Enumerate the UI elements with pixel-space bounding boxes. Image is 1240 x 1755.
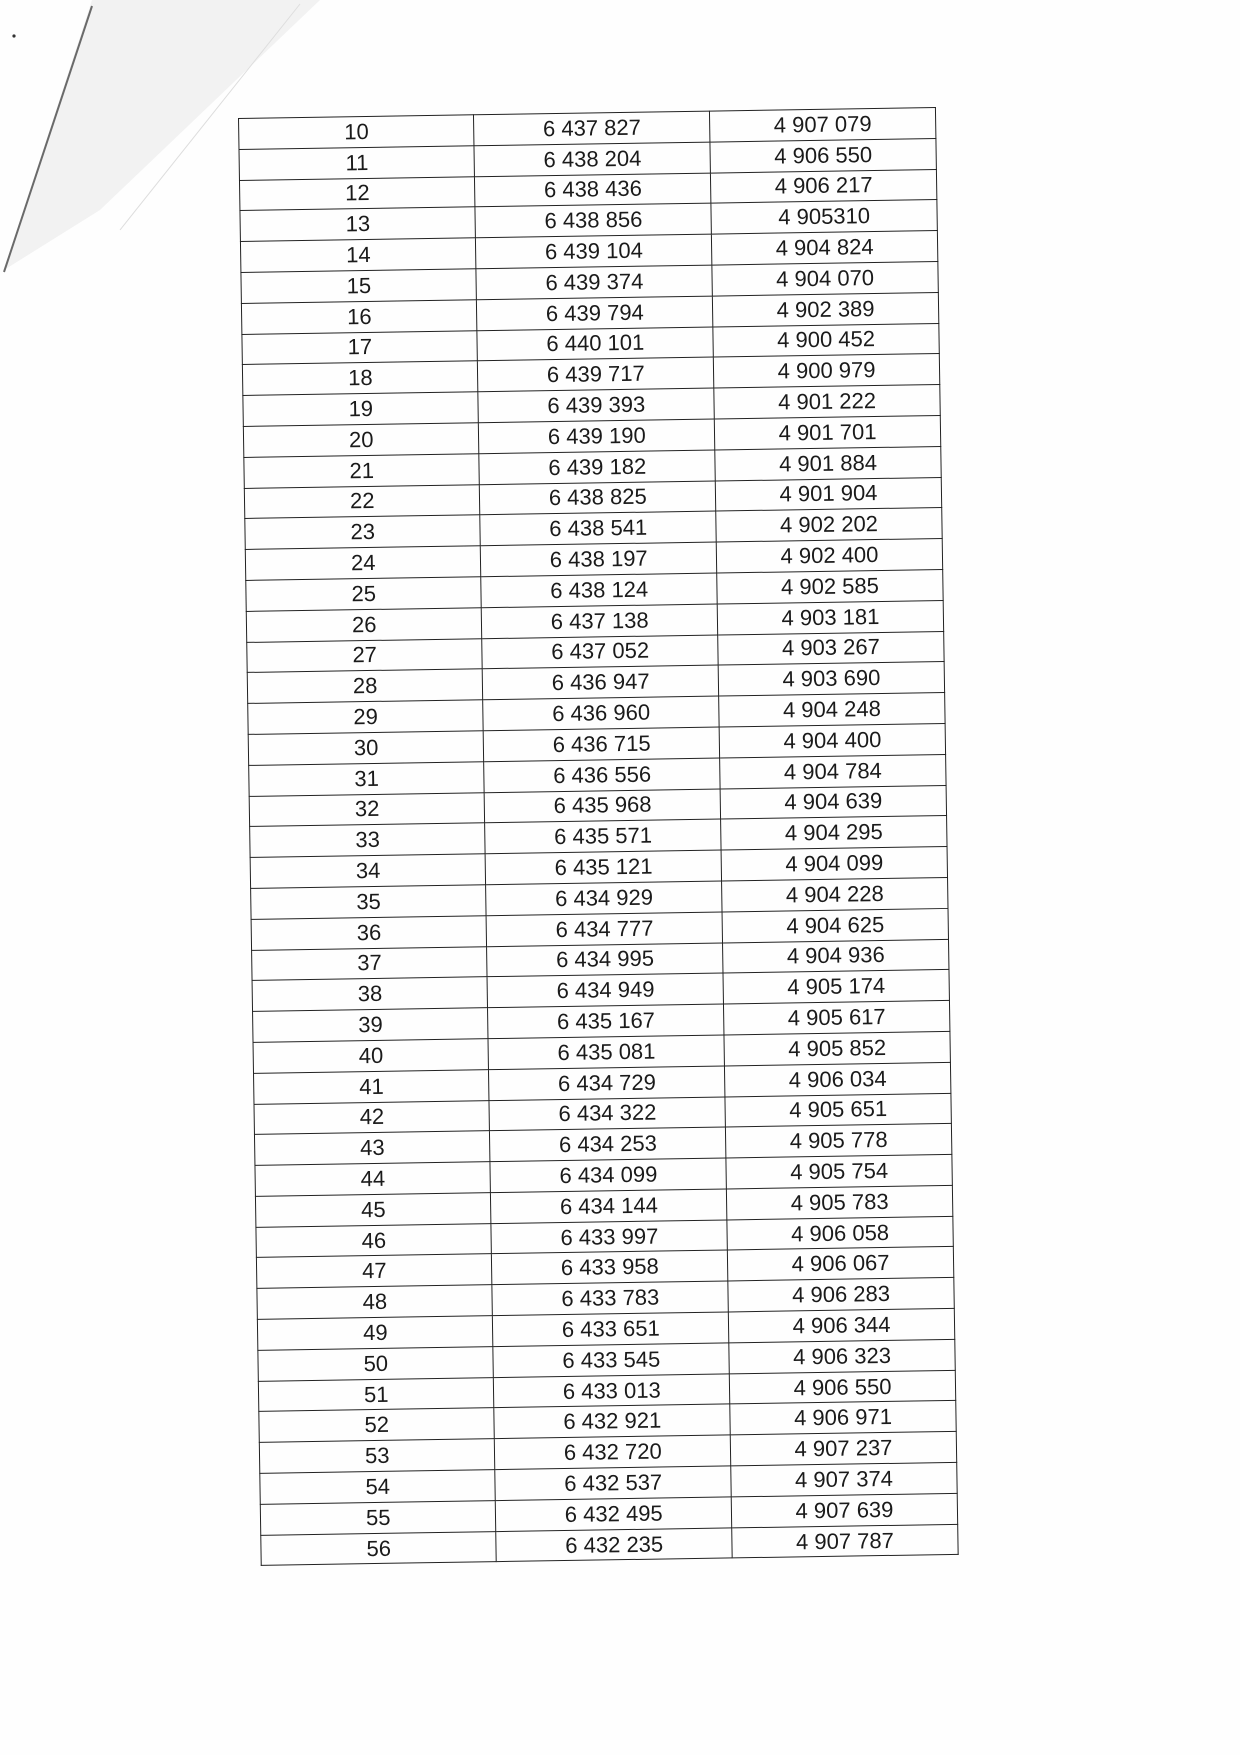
y-coordinate-cell: 4 906 217 [710, 169, 936, 203]
x-coordinate-cell: 6 432 235 [496, 1528, 732, 1562]
point-number-cell: 26 [246, 607, 482, 641]
x-coordinate-cell: 6 435 167 [488, 1004, 724, 1038]
point-number-cell: 30 [248, 731, 484, 765]
x-coordinate-cell: 6 436 556 [484, 758, 720, 792]
x-coordinate-cell: 6 436 960 [483, 696, 719, 730]
point-number-cell: 31 [249, 761, 485, 795]
x-coordinate-cell: 6 438 436 [475, 173, 711, 207]
point-number-cell: 44 [255, 1162, 491, 1196]
point-number-cell: 17 [242, 330, 478, 364]
y-coordinate-cell: 4 900 452 [713, 323, 939, 357]
y-coordinate-cell: 4 907 237 [730, 1432, 956, 1466]
y-coordinate-cell: 4 906 034 [725, 1062, 951, 1096]
point-number-cell: 11 [239, 146, 475, 180]
y-coordinate-cell: 4 905 754 [726, 1155, 952, 1189]
y-coordinate-cell: 4 904 625 [722, 908, 948, 942]
point-number-cell: 27 [247, 638, 483, 672]
point-number-cell: 53 [259, 1439, 495, 1473]
y-coordinate-cell: 4 905 783 [726, 1185, 952, 1219]
x-coordinate-cell: 6 439 182 [479, 450, 715, 484]
coordinates-table-body [239, 108, 959, 1566]
point-number-cell: 55 [260, 1500, 496, 1534]
y-coordinate-cell: 4 903 267 [718, 631, 944, 665]
x-coordinate-cell: 6 437 827 [474, 111, 710, 145]
x-coordinate-cell: 6 432 921 [494, 1404, 730, 1438]
x-coordinate-cell: 6 433 013 [494, 1374, 730, 1408]
point-number-cell: 12 [239, 176, 475, 210]
y-coordinate-cell: 4 905 778 [725, 1124, 951, 1158]
x-coordinate-cell: 6 433 783 [492, 1281, 728, 1315]
y-coordinate-cell: 4 905 651 [725, 1093, 951, 1127]
x-coordinate-cell: 6 438 204 [474, 142, 710, 176]
x-coordinate-cell: 6 435 081 [488, 1035, 724, 1069]
y-coordinate-cell: 4 905 852 [724, 1031, 950, 1065]
point-number-cell: 43 [254, 1131, 490, 1165]
point-number-cell: 28 [247, 669, 483, 703]
point-number-cell: 25 [246, 577, 482, 611]
y-coordinate-cell: 4 901 701 [714, 415, 940, 449]
point-number-cell: 42 [254, 1100, 490, 1134]
x-coordinate-cell: 6 432 537 [495, 1466, 731, 1500]
point-number-cell: 20 [243, 423, 479, 457]
point-number-cell: 41 [254, 1069, 490, 1103]
x-coordinate-cell: 6 439 717 [478, 357, 714, 391]
x-coordinate-cell: 6 440 101 [477, 327, 713, 361]
y-coordinate-cell: 4 902 389 [712, 292, 938, 326]
x-coordinate-cell: 6 436 715 [484, 727, 720, 761]
x-coordinate-cell: 6 439 393 [478, 388, 714, 422]
x-coordinate-cell: 6 439 104 [476, 234, 712, 268]
y-coordinate-cell: 4 905 174 [723, 970, 949, 1004]
point-number-cell: 19 [243, 392, 479, 426]
y-coordinate-cell: 4 906 550 [710, 138, 936, 172]
point-number-cell: 24 [245, 546, 481, 580]
y-coordinate-cell: 4 904 400 [719, 723, 945, 757]
x-coordinate-cell: 6 439 190 [479, 419, 715, 453]
x-coordinate-cell: 6 439 794 [477, 296, 713, 330]
y-coordinate-cell: 4 901 884 [715, 446, 941, 480]
y-coordinate-cell: 4 906 344 [728, 1308, 954, 1342]
y-coordinate-cell: 4 903 690 [718, 662, 944, 696]
x-coordinate-cell: 6 433 997 [491, 1220, 727, 1254]
point-number-cell: 33 [250, 823, 486, 857]
x-coordinate-cell: 6 433 958 [492, 1250, 728, 1284]
point-number-cell: 50 [258, 1347, 494, 1381]
y-coordinate-cell: 4 904 228 [722, 877, 948, 911]
x-coordinate-cell: 6 432 720 [495, 1435, 731, 1469]
point-number-cell: 47 [256, 1254, 492, 1288]
x-coordinate-cell: 6 434 253 [490, 1127, 726, 1161]
y-coordinate-cell: 4 906 550 [729, 1370, 955, 1404]
point-number-cell: 15 [241, 269, 477, 303]
y-coordinate-cell: 4 904 070 [712, 262, 938, 296]
point-number-cell: 51 [258, 1377, 494, 1411]
y-coordinate-cell: 4 902 400 [716, 539, 942, 573]
point-number-cell: 40 [253, 1039, 489, 1073]
point-number-cell: 23 [245, 515, 481, 549]
y-coordinate-cell: 4 901 904 [715, 477, 941, 511]
y-coordinate-cell: 4 906 058 [727, 1216, 953, 1250]
x-coordinate-cell: 6 433 651 [493, 1312, 729, 1346]
x-coordinate-cell: 6 434 777 [487, 912, 723, 946]
point-number-cell: 16 [241, 300, 477, 334]
point-number-cell: 54 [260, 1470, 496, 1504]
x-coordinate-cell: 6 438 124 [481, 573, 717, 607]
point-number-cell: 46 [256, 1223, 492, 1257]
point-number-cell: 14 [240, 238, 476, 272]
coordinates-table [238, 107, 959, 1566]
x-coordinate-cell: 6 434 729 [489, 1066, 725, 1100]
y-coordinate-cell: 4 905 617 [724, 1001, 950, 1035]
point-number-cell: 29 [248, 700, 484, 734]
y-coordinate-cell: 4 905310 [711, 200, 937, 234]
x-coordinate-cell: 6 432 495 [496, 1497, 732, 1531]
y-coordinate-cell: 4 900 979 [713, 354, 939, 388]
x-coordinate-cell: 6 436 947 [483, 665, 719, 699]
x-coordinate-cell: 6 437 052 [482, 635, 718, 669]
x-coordinate-cell: 6 434 322 [489, 1096, 725, 1130]
point-number-cell: 45 [255, 1193, 491, 1227]
y-coordinate-cell: 4 904 099 [721, 847, 947, 881]
x-coordinate-cell: 6 435 121 [486, 850, 722, 884]
x-coordinate-cell: 6 435 571 [485, 819, 721, 853]
point-number-cell: 52 [259, 1408, 495, 1442]
y-coordinate-cell: 4 904 639 [720, 785, 946, 819]
point-number-cell: 36 [251, 915, 487, 949]
y-coordinate-cell: 4 906 323 [729, 1339, 955, 1373]
y-coordinate-cell: 4 906 283 [728, 1278, 954, 1312]
y-coordinate-cell: 4 902 585 [717, 569, 943, 603]
y-coordinate-cell: 4 904 936 [723, 939, 949, 973]
point-number-cell: 35 [251, 885, 487, 919]
x-coordinate-cell: 6 434 949 [488, 973, 724, 1007]
point-number-cell: 10 [239, 115, 475, 149]
y-coordinate-cell: 4 904 295 [721, 816, 947, 850]
y-coordinate-cell: 4 907 374 [731, 1462, 957, 1496]
y-coordinate-cell: 4 904 824 [711, 231, 937, 265]
x-coordinate-cell: 6 435 968 [485, 789, 721, 823]
y-coordinate-cell: 4 906 971 [730, 1401, 956, 1435]
x-coordinate-cell: 6 433 545 [493, 1343, 729, 1377]
x-coordinate-cell: 6 438 856 [475, 203, 711, 237]
point-number-cell: 21 [244, 454, 480, 488]
y-coordinate-cell: 4 904 248 [719, 693, 945, 727]
x-coordinate-cell: 6 438 541 [480, 511, 716, 545]
point-number-cell: 49 [257, 1316, 493, 1350]
y-coordinate-cell: 4 907 787 [732, 1524, 958, 1558]
x-coordinate-cell: 6 434 099 [490, 1158, 726, 1192]
y-coordinate-cell: 4 901 222 [714, 385, 940, 419]
y-coordinate-cell: 4 904 784 [720, 754, 946, 788]
point-number-cell: 38 [252, 977, 488, 1011]
y-coordinate-cell: 4 903 181 [717, 600, 943, 634]
y-coordinate-cell: 4 907 079 [710, 108, 936, 142]
point-number-cell: 48 [257, 1285, 493, 1319]
x-coordinate-cell: 6 434 929 [486, 881, 722, 915]
x-coordinate-cell: 6 439 374 [476, 265, 712, 299]
x-coordinate-cell: 6 437 138 [482, 604, 718, 638]
x-coordinate-cell: 6 438 197 [481, 542, 717, 576]
point-number-cell: 56 [261, 1531, 497, 1565]
point-number-cell: 13 [240, 207, 476, 241]
point-number-cell: 39 [253, 1008, 489, 1042]
y-coordinate-cell: 4 902 202 [716, 508, 942, 542]
point-number-cell: 22 [244, 484, 480, 518]
x-coordinate-cell: 6 434 995 [487, 943, 723, 977]
point-number-cell: 32 [249, 792, 485, 826]
x-coordinate-cell: 6 434 144 [491, 1189, 727, 1223]
point-number-cell: 18 [242, 361, 478, 395]
point-number-cell: 37 [252, 946, 488, 980]
y-coordinate-cell: 4 906 067 [727, 1247, 953, 1281]
y-coordinate-cell: 4 907 639 [731, 1493, 957, 1527]
point-number-cell: 34 [250, 854, 486, 888]
x-coordinate-cell: 6 438 825 [480, 481, 716, 515]
